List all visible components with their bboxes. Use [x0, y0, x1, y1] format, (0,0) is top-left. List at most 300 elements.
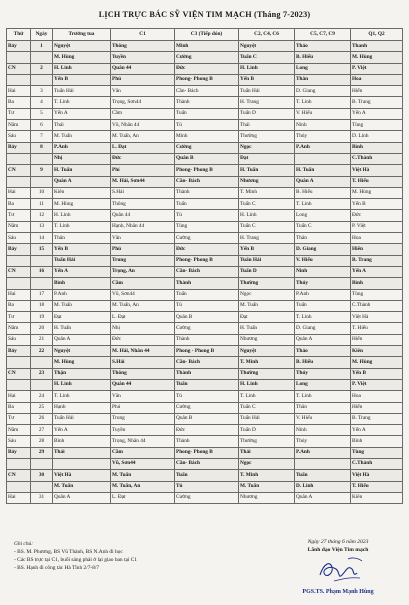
duty-cell: Nguyệt	[53, 41, 111, 52]
weekday-cell	[7, 481, 31, 492]
duty-cell: H. Tuấn	[239, 323, 295, 334]
duty-cell: Hiển	[351, 86, 403, 97]
table-row	[7, 131, 403, 142]
duty-cell: Trọng, Nhân 44	[111, 436, 175, 447]
duty-cell: Long	[295, 379, 351, 390]
page-title: LỊCH TRỰC BÁC SỸ VIỆN TIM MẠCH (Tháng 7-2023)	[98, 10, 311, 19]
duty-cell: Tùng	[351, 289, 403, 300]
duty-cell: Tuấn C	[239, 52, 295, 63]
table-row	[7, 447, 403, 458]
weekday-cell: Bảy	[7, 41, 31, 52]
duty-cell: Quân B	[175, 312, 239, 323]
duty-cell: H. Tuấn	[239, 165, 295, 176]
table-row	[7, 413, 403, 424]
duty-cell: M. Hải, Sơn44	[111, 176, 175, 187]
duty-cell: M. Hùng	[351, 357, 403, 368]
weekday-cell: Tư	[7, 413, 31, 424]
duty-cell: Nhị	[53, 153, 111, 164]
column-header: Ngày	[31, 29, 53, 41]
duty-cell: Cầm	[111, 278, 175, 289]
duty-cell: M. Hùng	[351, 187, 403, 198]
duty-cell: P.Anh	[53, 289, 111, 300]
duty-cell: L. Đạt	[111, 142, 175, 153]
duty-cell: Yến A	[53, 425, 111, 436]
duty-cell: Thủy	[295, 278, 351, 289]
table-row	[7, 334, 403, 345]
table-row	[7, 108, 403, 119]
duty-cell: D. Giang	[295, 86, 351, 97]
duty-cell: Tuấn D	[239, 108, 295, 119]
duty-cell: Thành	[175, 368, 239, 379]
duty-cell: Thành	[175, 334, 239, 345]
date-cell: 9	[31, 165, 53, 176]
duty-cell: Ninh	[295, 266, 351, 277]
weekday-cell	[7, 176, 31, 187]
duty-cell: Cường	[175, 52, 239, 63]
table-row	[7, 199, 403, 210]
duty-cell: Kiên	[53, 187, 111, 198]
duty-cell: H. Tuấn	[295, 165, 351, 176]
date-cell: 19	[31, 312, 53, 323]
duty-cell: Cầm	[111, 447, 175, 458]
duty-cell: T. Linh	[295, 199, 351, 210]
duty-cell: Tuấn	[175, 108, 239, 119]
duty-cell: Văn	[111, 391, 175, 402]
duty-cell: Vũ, Sơn44	[111, 458, 175, 469]
duty-cell: Long	[295, 210, 351, 221]
weekday-cell	[7, 52, 31, 63]
table-row	[7, 323, 403, 334]
table-row	[7, 436, 403, 447]
duty-cell: S.Hải	[111, 187, 175, 198]
date-cell	[31, 176, 53, 187]
table-row	[7, 176, 403, 187]
column-header: C2, C4, C6	[239, 29, 295, 41]
duty-cell: Vũ, Nhân 44	[111, 120, 175, 131]
duty-cell: Tuấn C	[239, 199, 295, 210]
duty-cell: Việt Hà	[351, 312, 403, 323]
table-row	[7, 74, 403, 85]
duty-cell: Ngọc	[239, 289, 295, 300]
duty-cell: Bình	[351, 142, 403, 153]
duty-cell: Bình	[351, 278, 403, 289]
table-header-row	[7, 29, 403, 41]
duty-cell: B. Hiếu	[295, 357, 351, 368]
duty-cell: Tuấn D	[239, 425, 295, 436]
duty-cell: Tuấn	[175, 379, 239, 390]
duty-cell: Tuấn D	[239, 266, 295, 277]
duty-cell: Ngọc	[239, 458, 295, 469]
duty-cell: Thủy	[295, 131, 351, 142]
duty-cell: Cường	[175, 492, 239, 503]
duty-roster-table	[6, 28, 403, 504]
duty-cell: Quân 44	[111, 210, 175, 221]
duty-cell: D. Linh	[295, 481, 351, 492]
duty-cell: D. Giang	[295, 323, 351, 334]
weekday-cell	[7, 255, 31, 266]
duty-cell: T. Minh	[239, 470, 295, 481]
duty-cell: Thanh	[351, 41, 403, 52]
duty-cell: Cần- Bách	[175, 357, 239, 368]
table-row	[7, 255, 403, 266]
duty-cell: Nguyệt	[239, 41, 295, 52]
table-row	[7, 97, 403, 108]
duty-cell: Ninh	[295, 425, 351, 436]
weekday-cell: Năm	[7, 425, 31, 436]
duty-cell: Long	[295, 63, 351, 74]
duty-cell: L. Đạt	[111, 312, 175, 323]
date-cell: 31	[31, 492, 53, 503]
duty-cell: Cường	[175, 142, 239, 153]
duty-cell: Cần- Bách	[175, 266, 239, 277]
date-cell: 10	[31, 187, 53, 198]
duty-cell: M. Hùng	[53, 357, 111, 368]
duty-cell: Kiên	[351, 346, 403, 357]
duty-cell: Thông	[111, 41, 175, 52]
weekday-cell: Ba	[7, 300, 31, 311]
duty-cell: V. Hiếu	[295, 108, 351, 119]
duty-cell: Thái	[239, 447, 295, 458]
duty-cell: P. Việt	[351, 379, 403, 390]
duty-cell: T. Linh	[53, 391, 111, 402]
duty-cell: T. Linh	[53, 221, 111, 232]
date-cell: 7	[31, 131, 53, 142]
duty-cell: Thái	[53, 447, 111, 458]
duty-cell: T. Linh	[239, 391, 295, 402]
duty-cell: Tuấn C	[239, 402, 295, 413]
date-cell: 29	[31, 447, 53, 458]
duty-cell: Yến B	[239, 74, 295, 85]
duty-cell: H. Tuấn	[53, 323, 111, 334]
duty-cell: Thân	[295, 74, 351, 85]
duty-cell: Quân A	[53, 334, 111, 345]
signature-date: Ngày 27 tháng 6 năm 2023	[307, 539, 369, 545]
duty-cell: Quân A	[53, 176, 111, 187]
weekday-cell: Hai	[7, 391, 31, 402]
duty-cell: M. Hùng	[53, 52, 111, 63]
notes-title: Ghi chú:	[14, 541, 34, 547]
duty-cell: M. Hùng	[53, 199, 111, 210]
duty-cell: Thành	[175, 278, 239, 289]
weekday-cell: CN	[7, 266, 31, 277]
table-row	[7, 289, 403, 300]
duty-cell: H. Tuấn	[53, 165, 111, 176]
duty-cell: Thân	[295, 233, 351, 244]
table-row	[7, 41, 403, 52]
date-cell: 26	[31, 413, 53, 424]
duty-cell: Tuấn Hải	[53, 413, 111, 424]
date-cell: 21	[31, 334, 53, 345]
duty-cell: Tú	[175, 300, 239, 311]
date-cell: 30	[31, 470, 53, 481]
table-body	[7, 41, 403, 504]
duty-cell: P.Anh	[295, 447, 351, 458]
duty-cell: Quân A	[295, 176, 351, 187]
column-header: Q1, Q2	[351, 29, 403, 41]
duty-cell: Đạt	[239, 312, 295, 323]
duty-cell: P. Việt	[351, 221, 403, 232]
duty-cell: Đức	[175, 425, 239, 436]
duty-cell: T. Minh	[239, 357, 295, 368]
weekday-cell: Hai	[7, 289, 31, 300]
duty-cell: Văn	[111, 233, 175, 244]
note-line: - BS. M. Phương, BS Vũ Thành, BS N.Anh đi học	[14, 549, 123, 555]
weekday-cell: Hai	[7, 187, 31, 198]
table-row	[7, 425, 403, 436]
duty-cell: Tuấn	[295, 300, 351, 311]
duty-cell: Yến A	[351, 425, 403, 436]
duty-cell: Vũ, Sơn44	[111, 289, 175, 300]
duty-cell: Tuấn C	[295, 221, 351, 232]
duty-cell: Việt Hà	[351, 470, 403, 481]
duty-cell: Tuyền	[111, 52, 175, 63]
duty-cell: Phong- Phong B	[175, 74, 239, 85]
duty-cell: M. Tuấn	[239, 300, 295, 311]
duty-cell: Tuấn Hải	[53, 255, 111, 266]
duty-cell: Tuấn	[175, 470, 239, 481]
duty-cell: T. Linh	[53, 97, 111, 108]
duty-cell: Trung	[111, 255, 175, 266]
table-row	[7, 52, 403, 63]
duty-cell: Phong- Phong B	[175, 255, 239, 266]
table-row	[7, 210, 403, 221]
duty-cell: Hiển	[351, 244, 403, 255]
duty-cell: Thân	[53, 233, 111, 244]
duty-cell: H. Linh	[53, 63, 111, 74]
duty-cell: Quân 44	[111, 379, 175, 390]
date-cell: 27	[31, 425, 53, 436]
duty-cell: T. Linh	[295, 312, 351, 323]
duty-cell: Việt Hà	[351, 165, 403, 176]
column-header: Thứ	[7, 29, 31, 41]
duty-cell: P.Anh	[295, 289, 351, 300]
duty-cell: Tùng	[351, 120, 403, 131]
duty-cell: Hiển	[351, 334, 403, 345]
date-cell: 25	[31, 402, 53, 413]
duty-cell: Phú	[111, 402, 175, 413]
duty-cell: Thận	[53, 368, 111, 379]
date-cell: 16	[31, 266, 53, 277]
duty-cell: Hoa	[351, 391, 403, 402]
weekday-cell	[7, 357, 31, 368]
duty-cell: T. Hiếu	[351, 323, 403, 334]
duty-cell: Thường	[239, 436, 295, 447]
duty-cell: Yến B	[239, 244, 295, 255]
duty-cell: T. Hiếu	[351, 481, 403, 492]
note-line: - Các BS trực tại C1, buổi sáng phải ở lại giao ban tại C1	[14, 557, 137, 563]
table-row	[7, 492, 403, 503]
weekday-cell: Sáu	[7, 334, 31, 345]
duty-cell: B. Trang	[351, 255, 403, 266]
date-cell	[31, 379, 53, 390]
duty-cell: Nhương	[239, 334, 295, 345]
weekday-cell: Tư	[7, 312, 31, 323]
duty-cell: T. Minh	[239, 187, 295, 198]
duty-cell: M. Hải, Nhân 44	[111, 346, 175, 357]
duty-cell: M. Tuấn	[53, 131, 111, 142]
weekday-cell: Sáu	[7, 233, 31, 244]
duty-cell: P.Anh	[53, 142, 111, 153]
duty-cell: D. Giang	[295, 244, 351, 255]
weekday-cell: Bảy	[7, 244, 31, 255]
duty-cell: Quân A	[53, 492, 111, 503]
duty-cell: Tuấn Hải	[239, 86, 295, 97]
duty-cell: H. Linh	[239, 379, 295, 390]
duty-cell: Tuấn Hải	[53, 86, 111, 97]
duty-cell: Thông	[111, 199, 175, 210]
date-cell: 20	[31, 323, 53, 334]
notes-section	[14, 540, 137, 572]
duty-cell: S.Hải	[111, 357, 175, 368]
weekday-cell: Tư	[7, 210, 31, 221]
duty-cell: Tú	[175, 481, 239, 492]
duty-cell: C.Thành	[351, 300, 403, 311]
duty-cell: Tuyền	[111, 425, 175, 436]
duty-cell: Tuấn Hải	[239, 255, 295, 266]
weekday-cell: CN	[7, 165, 31, 176]
duty-cell: Bình	[53, 436, 111, 447]
duty-cell	[295, 458, 351, 469]
weekday-cell	[7, 278, 31, 289]
duty-cell: Tùng	[175, 221, 239, 232]
duty-cell: Thường	[239, 131, 295, 142]
duty-cell: Hiển	[351, 402, 403, 413]
duty-cell: H. Linh	[239, 210, 295, 221]
weekday-cell: Bảy	[7, 346, 31, 357]
duty-cell: Phong- Phong B	[175, 447, 239, 458]
date-cell: 22	[31, 346, 53, 357]
signature-block	[268, 538, 408, 554]
duty-cell: Trọng, Sơn44	[111, 97, 175, 108]
duty-cell: Ninh	[295, 120, 351, 131]
duty-cell: Tuấn C	[239, 221, 295, 232]
duty-cell: Yến B	[351, 199, 403, 210]
table-row	[7, 391, 403, 402]
table-row	[7, 346, 403, 357]
duty-cell: Việt Hà	[53, 470, 111, 481]
duty-cell: Phú	[111, 74, 175, 85]
duty-cell: Cường	[175, 402, 239, 413]
table-row	[7, 187, 403, 198]
duty-cell: Nhị	[111, 323, 175, 334]
duty-cell: Phong - Phong B	[175, 346, 239, 357]
duty-cell: Quân A	[295, 334, 351, 345]
duty-cell: Hoa	[351, 233, 403, 244]
duty-cell: Nhương	[239, 176, 295, 187]
duty-cell: Minh	[175, 41, 239, 52]
column-header: Trưởng tua	[53, 29, 111, 41]
duty-cell: Thông	[111, 368, 175, 379]
duty-cell: Kiên	[351, 492, 403, 503]
table-row	[7, 165, 403, 176]
duty-cell: Thái	[53, 120, 111, 131]
duty-cell: Trọng, An	[111, 266, 175, 277]
duty-cell: Tú	[175, 391, 239, 402]
duty-cell: Đạt	[53, 312, 111, 323]
date-cell: 23	[31, 368, 53, 379]
duty-cell: H. Linh	[53, 210, 111, 221]
duty-cell: Quân A	[295, 492, 351, 503]
duty-cell: Hoa	[351, 74, 403, 85]
duty-cell: Minh	[175, 131, 239, 142]
duty-cell: Thân	[295, 402, 351, 413]
duty-cell: M. Tuấn, An	[111, 131, 175, 142]
date-cell	[31, 481, 53, 492]
table-row	[7, 481, 403, 492]
weekday-cell	[7, 74, 31, 85]
duty-cell: Tuấn Hải	[239, 413, 295, 424]
duty-cell: B. Trang	[351, 413, 403, 424]
duty-cell: H. Linh	[239, 63, 295, 74]
table-row	[7, 458, 403, 469]
weekday-cell: Hai	[7, 86, 31, 97]
table-row	[7, 86, 403, 97]
duty-cell: Cần- Bách	[175, 176, 239, 187]
column-header: C5, C7, C9	[295, 29, 351, 41]
duty-cell: Thường	[239, 368, 295, 379]
duty-cell: M. Tuấn, An	[111, 300, 175, 311]
duty-cell: T. Hiếu	[351, 176, 403, 187]
duty-cell: Nguyệt	[239, 346, 295, 357]
date-cell	[31, 458, 53, 469]
date-cell	[31, 357, 53, 368]
duty-cell: Tú	[175, 210, 239, 221]
column-header: C1	[111, 29, 175, 41]
duty-cell: Thành	[175, 436, 239, 447]
table-row	[7, 368, 403, 379]
duty-cell: P. Việt	[351, 63, 403, 74]
duty-cell: Phong- Phong B	[175, 165, 239, 176]
date-cell: 13	[31, 221, 53, 232]
weekday-cell	[7, 458, 31, 469]
duty-cell: Phí	[111, 165, 175, 176]
date-cell	[31, 278, 53, 289]
signer-name: PGS.TS. Phạm Mạnh Hùng	[302, 589, 374, 595]
table-row	[7, 120, 403, 131]
duty-cell: Yến A	[351, 266, 403, 277]
table-row	[7, 402, 403, 413]
duty-cell: M. Hùng	[351, 52, 403, 63]
date-cell: 6	[31, 120, 53, 131]
duty-cell: Yến A	[351, 108, 403, 119]
table-row	[7, 244, 403, 255]
table-row	[7, 63, 403, 74]
date-cell: 28	[31, 436, 53, 447]
duty-cell: V. Hiếu	[295, 255, 351, 266]
date-cell: 8	[31, 142, 53, 153]
table-row	[7, 266, 403, 277]
date-cell: 24	[31, 391, 53, 402]
duty-cell: Yến A	[53, 266, 111, 277]
table-row	[7, 357, 403, 368]
table-row	[7, 300, 403, 311]
duty-cell: B. Hiếu	[295, 187, 351, 198]
duty-cell: Đức	[111, 153, 175, 164]
table-row	[7, 233, 403, 244]
duty-cell: Phú	[111, 244, 175, 255]
duty-cell: Yến B	[351, 368, 403, 379]
duty-cell: Cần- Bách	[175, 458, 239, 469]
duty-cell: Quân B	[175, 153, 239, 164]
date-cell: 15	[31, 244, 53, 255]
weekday-cell: CN	[7, 470, 31, 481]
handwritten-signature-icon	[290, 553, 380, 587]
duty-cell: Quân B	[175, 413, 239, 424]
duty-cell: Thường	[239, 278, 295, 289]
duty-cell: Đạt	[239, 153, 295, 164]
duty-cell: B. Hiếu	[295, 52, 351, 63]
duty-cell: Yến B	[53, 74, 111, 85]
